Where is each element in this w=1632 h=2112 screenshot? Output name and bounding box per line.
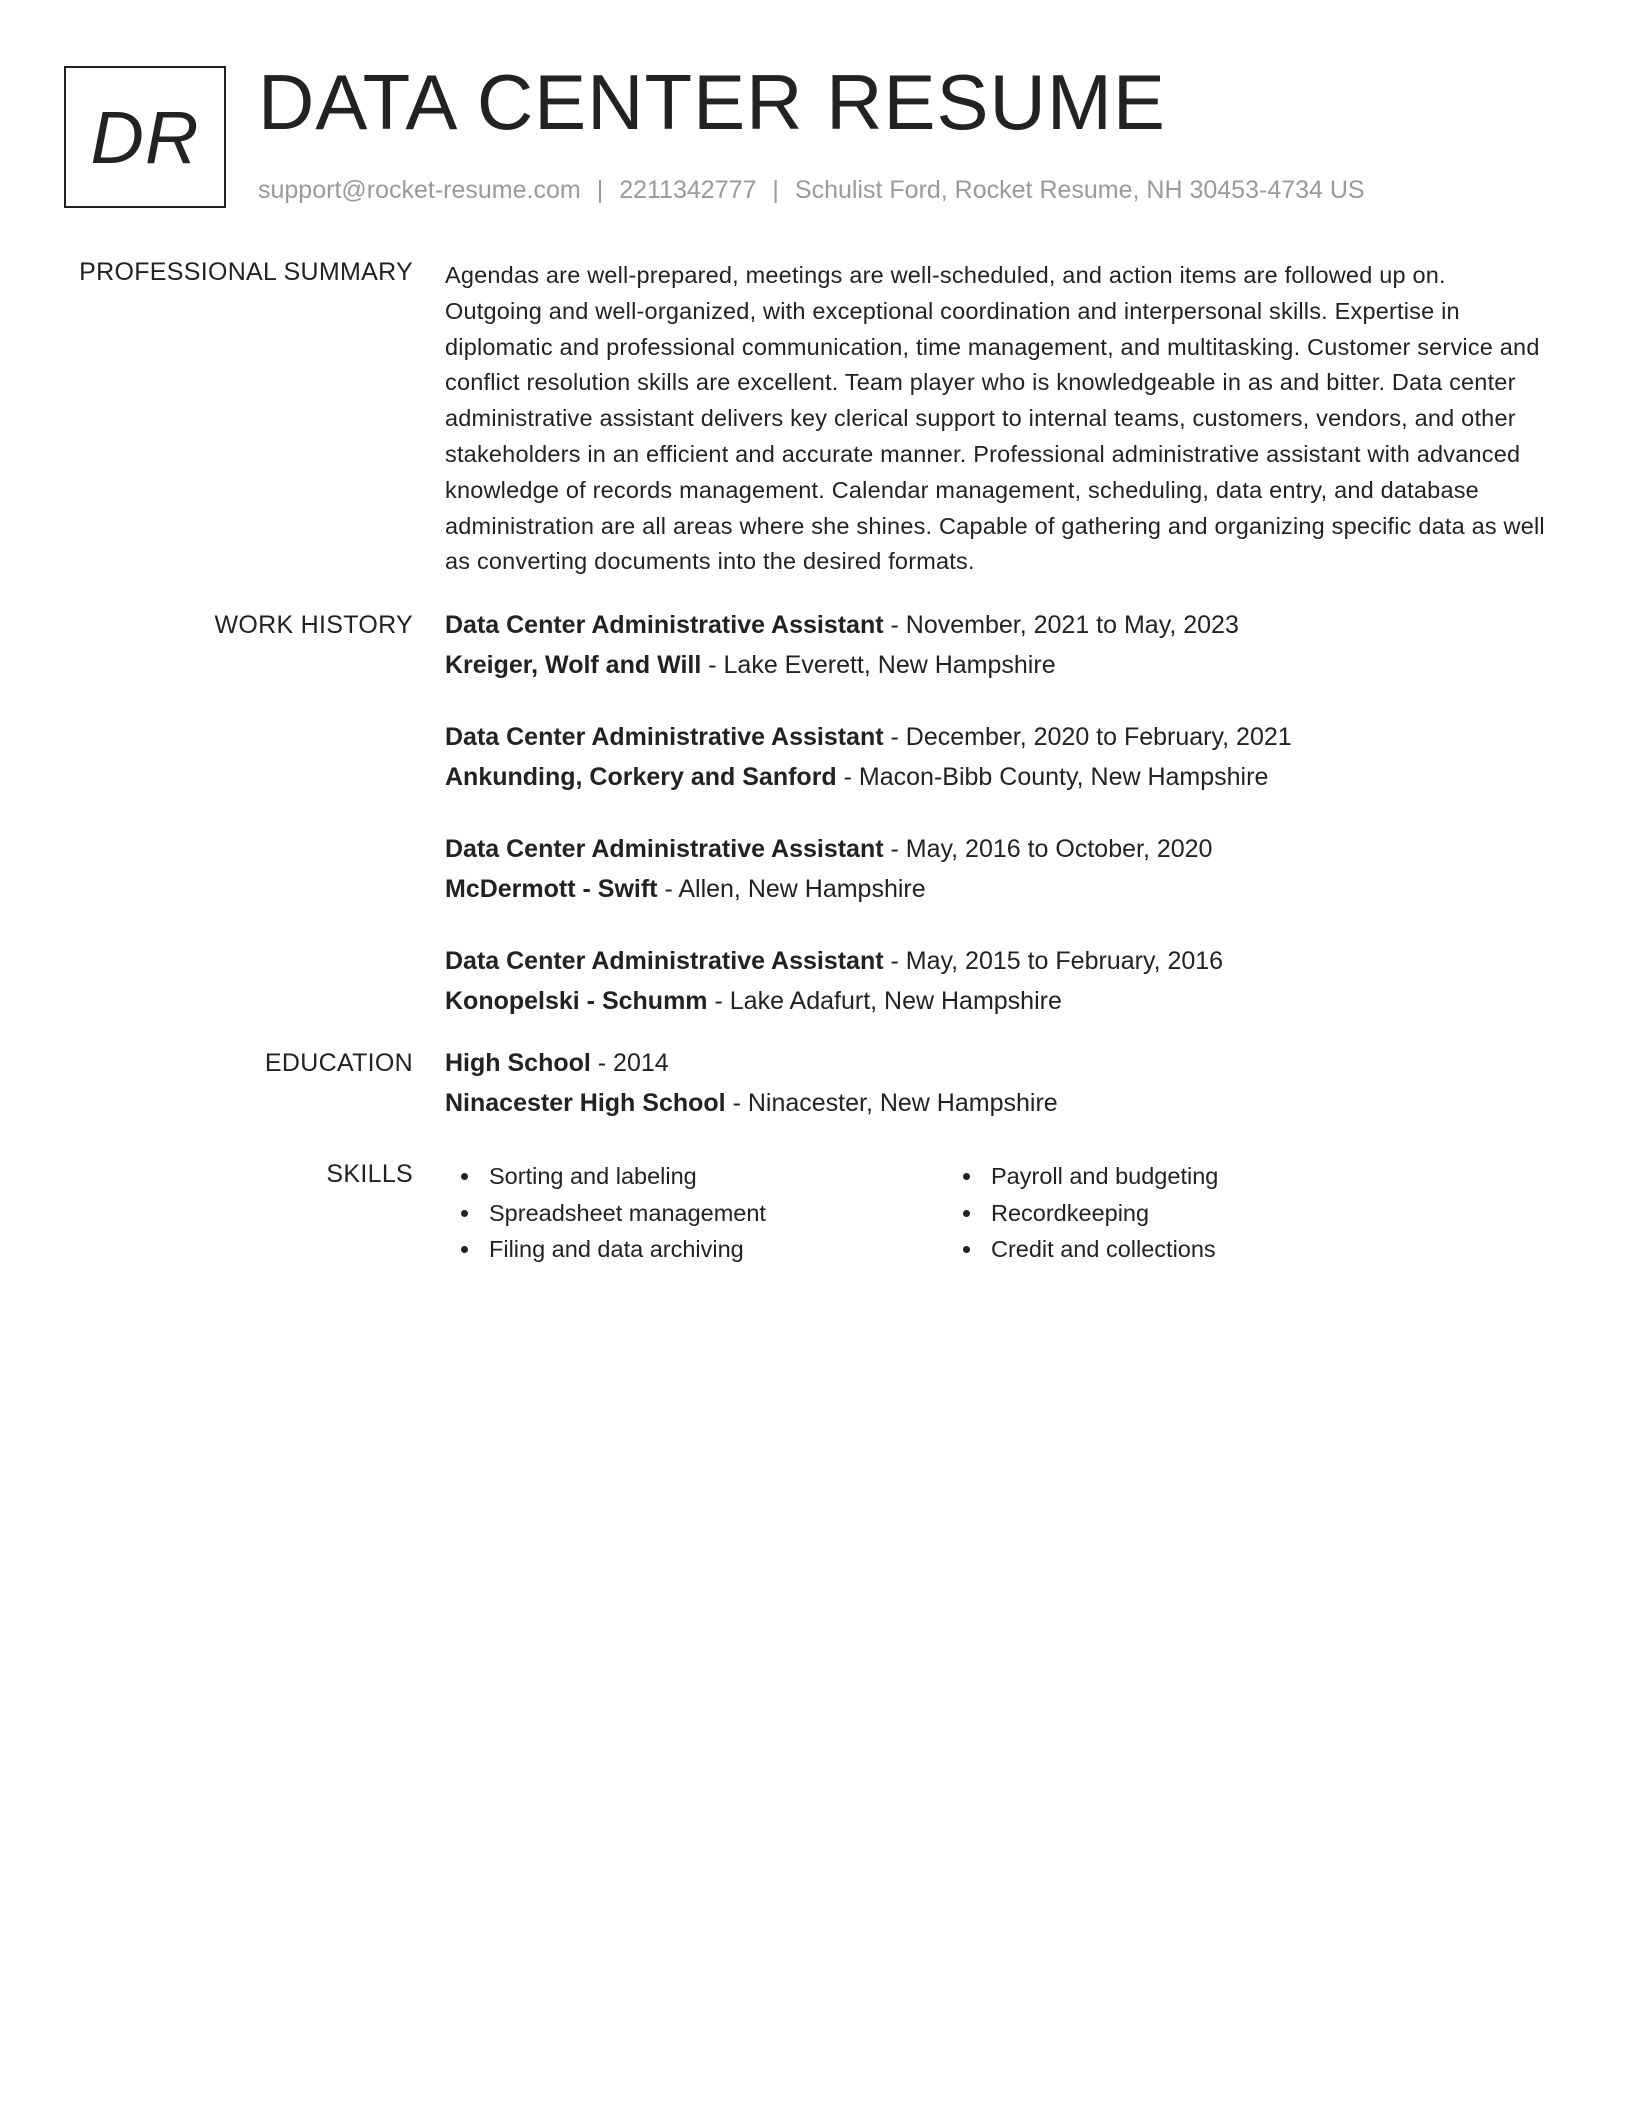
job-entry <box>445 717 1545 797</box>
page-title: DATA CENTER RESUME <box>258 58 1166 146</box>
summary-body <box>445 258 1545 580</box>
job-title: Data Center Administrative Assistant <box>445 611 884 639</box>
contact-separator: | <box>772 176 779 204</box>
work-history-body <box>445 605 1545 1053</box>
job-location: - Lake Adafurt, New Hampshire <box>707 987 1062 1015</box>
skill-item: Payroll and budgeting <box>991 1158 1449 1195</box>
contact-separator: | <box>596 176 604 204</box>
skills-list-right <box>947 1158 1449 1268</box>
education-degree-line <box>445 1043 1545 1083</box>
education-location: - Ninacester, New Hampshire <box>725 1089 1058 1117</box>
skills-body <box>445 1158 1545 1268</box>
job-entry <box>445 829 1545 909</box>
job-dates: - December, 2020 to February, 2021 <box>883 723 1292 751</box>
job-title-line <box>445 605 1545 645</box>
job-title: Data Center Administrative Assistant <box>445 835 884 863</box>
contact-address: Schulist Ford, Rocket Resume, NH 30453-4734 US <box>794 176 1365 204</box>
job-title-line <box>445 941 1545 981</box>
job-title: Data Center Administrative Assistant <box>445 723 884 751</box>
skill-item: Credit and collections <box>991 1231 1449 1268</box>
job-location: - Macon-Bibb County, New Hampshire <box>836 763 1269 791</box>
education-body <box>445 1043 1545 1123</box>
monogram-badge: DR <box>64 66 226 208</box>
contact-phone: 2211342777 <box>619 176 757 204</box>
job-company-line <box>445 869 1545 909</box>
job-dates: - November, 2021 to May, 2023 <box>883 611 1239 639</box>
job-dates: - May, 2016 to October, 2020 <box>883 835 1213 863</box>
section-label-summary: PROFESSIONAL SUMMARY <box>79 258 413 286</box>
section-label-skills: SKILLS <box>326 1160 413 1188</box>
job-company-line <box>445 757 1545 797</box>
section-label-education: EDUCATION <box>264 1049 413 1077</box>
job-dates: - May, 2015 to February, 2016 <box>883 947 1224 975</box>
skill-item: Recordkeeping <box>991 1195 1449 1232</box>
contact-line <box>258 174 1365 206</box>
education-school-line <box>445 1083 1545 1123</box>
job-title-line <box>445 829 1545 869</box>
education-year: - 2014 <box>590 1049 669 1077</box>
job-location: - Lake Everett, New Hampshire <box>701 651 1056 679</box>
job-location: - Allen, New Hampshire <box>657 875 926 903</box>
job-company: Konopelski - Schumm <box>445 987 708 1015</box>
education-school: Ninacester High School <box>445 1089 726 1117</box>
job-company-line <box>445 645 1545 685</box>
job-company: Kreiger, Wolf and Will <box>445 651 702 679</box>
job-entry <box>445 605 1545 685</box>
job-entry <box>445 941 1545 1021</box>
job-title-line <box>445 717 1545 757</box>
skill-item: Filing and data archiving <box>489 1231 947 1268</box>
job-title: Data Center Administrative Assistant <box>445 947 884 975</box>
skills-columns <box>445 1158 1545 1268</box>
section-label-work-history: WORK HISTORY <box>214 611 413 639</box>
summary-text: Agendas are well-prepared, meetings are well-scheduled, and action items are followed up on. Outgoing and well-organized, with exceptional coordination and interpersonal skills. Expertise in diplomatic and professional communication, time management, and multitasking. Customer service and conflict resolution skills are excellent. Team player who is knowledgeable in as and bitter. Data center administrative assistant delivers key clerical support to internal teams, customers, vendors, and other stakeholders in an efficient and accurate manner. Professional administrative assistant with advanced knowledge of records management. Calendar management, scheduling, data entry, and database administration are all areas where she shines. Capable of gathering and organizing specific data as well as converting documents into the desired formats. <box>445 262 1545 575</box>
skill-item: Spreadsheet management <box>489 1195 947 1232</box>
job-company: Ankunding, Corkery and Sanford <box>445 763 837 791</box>
job-company-line <box>445 981 1545 1021</box>
contact-email: support@rocket-resume.com <box>258 176 581 204</box>
skills-list-left <box>445 1158 947 1268</box>
skill-item: Sorting and labeling <box>489 1158 947 1195</box>
job-company: McDermott - Swift <box>445 875 658 903</box>
education-degree: High School <box>445 1049 591 1077</box>
